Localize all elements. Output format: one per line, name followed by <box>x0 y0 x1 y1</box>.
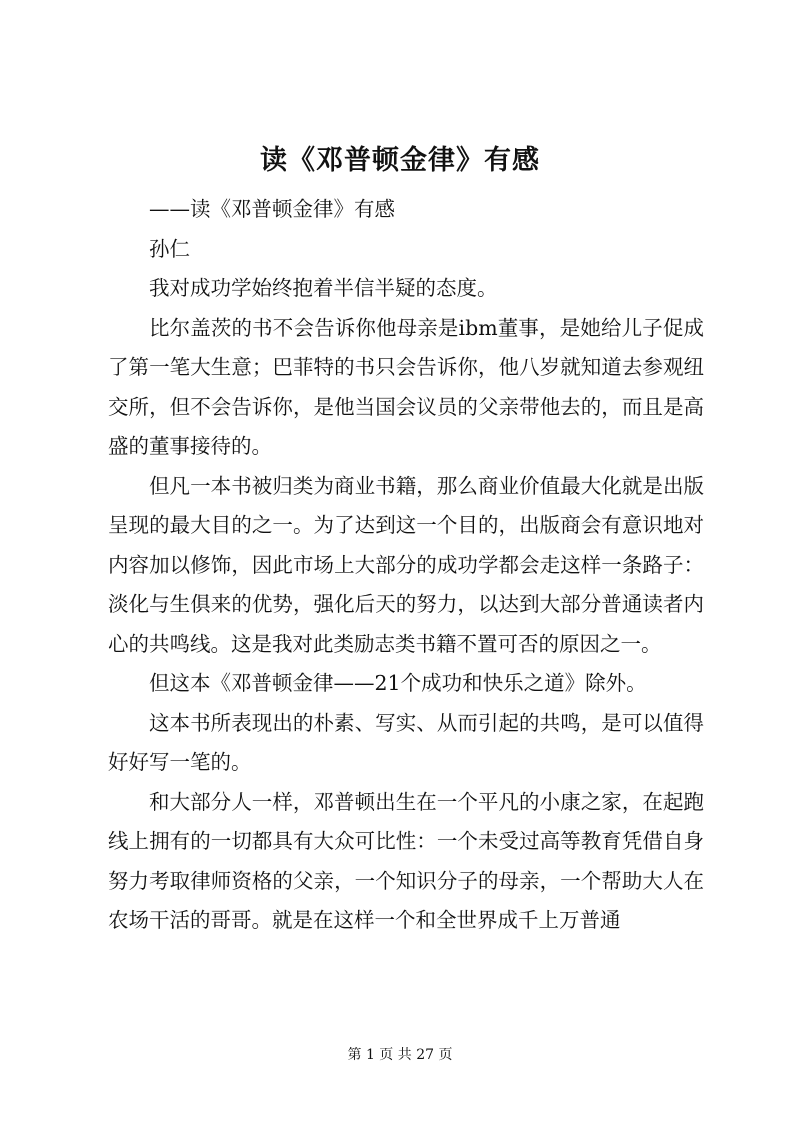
paragraph: 我对成功学始终抱着半信半疑的态度。 <box>149 276 498 300</box>
author-name: 孙仁 <box>149 236 190 261</box>
paragraph: 这本书所表现出的朴素、写实、从而引起的共鸣，是可以值得好好写一笔的。 <box>108 710 704 774</box>
paragraph: 但凡一本书被归类为商业书籍，那么商业价值最大化就是出版呈现的最大目的之一。为了达到这一个目的，出版商会有意识地对内容加以修饰，因此市场上大部分的成功学都会走这样一条路子：淡化与生俱来的优势，强化后天的努力，以达到大部分普通读者内心的共鸣线。这是我对此类励志类书籍不置可否的原因之一。 <box>108 473 704 656</box>
document-title: 读《邓普顿金律》有感 <box>260 145 540 176</box>
document-body <box>108 190 704 941</box>
page-footer: 第 1 页 共 27 页 <box>347 1047 453 1063</box>
paragraph: 比尔盖茨的书不会告诉你他母亲是ibm董事，是她给儿子促成了第一笔大生意；巴菲特的书只会告诉你，他八岁就知道去参观纽交所，但不会告诉你，是他当国会议员的父亲带他去的，而且是高盛的董事接待的。 <box>108 315 704 458</box>
paragraph: 但这本《邓普顿金律——21个成功和快乐之道》除外。 <box>149 671 647 695</box>
paragraph: 和大部分人一样，邓普顿出生在一个平凡的小康之家，在起跑线上拥有的一切都具有大众可比性：一个未受过高等教育凭借自身努力考取律师资格的父亲，一个知识分子的母亲，一个帮助大人在农场干活的哥哥。就是在这样一个和全世界成千上万普通 <box>108 789 704 932</box>
subtitle-line: ——读《邓普顿金律》有感 <box>149 197 395 221</box>
